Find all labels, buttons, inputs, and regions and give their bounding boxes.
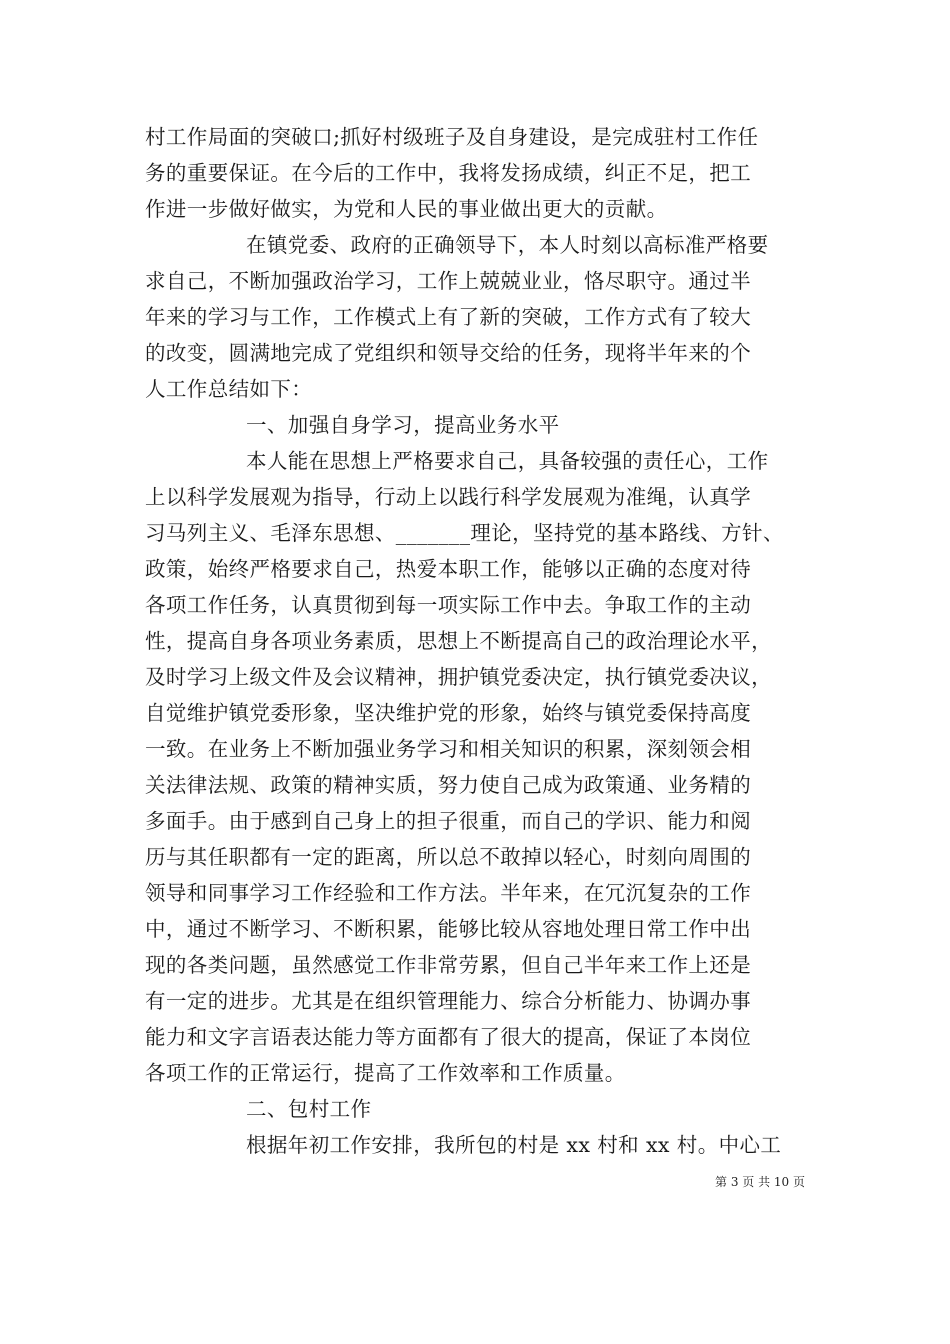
paragraph-first-line: 在镇党委、政府的正确领导下，本人时刻以高标准严格要 — [246, 233, 769, 257]
text-line: 政策，始终严格要求自己，热爱本职工作，能够以正确的态度对待 — [145, 557, 752, 581]
text-line: 能力和文字言语表达能力等方面都有了很大的提高，保证了本岗位 — [145, 1025, 752, 1049]
text-line: 的改变，圆满地完成了党组织和领导交给的任务，现将半年来的个 — [145, 341, 752, 365]
text-line: 自觉维护镇党委形象，坚决维护党的形象，始终与镇党委保持高度 — [145, 701, 752, 725]
text-line: 村工作局面的突破口;抓好村级班子及自身建设，是完成驻村工作任 — [145, 125, 759, 149]
text-line: 及时学习上级文件及会议精神，拥护镇党委决定，执行镇党委决议， — [145, 665, 772, 689]
paragraph-first-line: 根据年初工作安排，我所包的村是 xx 村和 xx 村。中心工 — [246, 1133, 782, 1157]
text-line: 各项工作的正常运行，提高了工作效率和工作质量。 — [145, 1061, 626, 1085]
text-line: 习马列主义、毛泽东思想、_______理论，坚持党的基本路线、方针、 — [145, 521, 784, 545]
section-heading-2: 二、包村工作 — [246, 1097, 372, 1121]
paragraph-first-line: 本人能在思想上严格要求自己，具备较强的责任心，工作 — [246, 449, 769, 473]
text-line: 性，提高自身各项业务素质，思想上不断提高自己的政治理论水平， — [145, 629, 772, 653]
section-heading-1: 一、加强自身学习，提高业务水平 — [246, 413, 560, 437]
page-number-footer: 第 3 页 共 10 页 — [715, 1175, 805, 1189]
text-line: 上以科学发展观为指导，行动上以践行科学发展观为准绳，认真学 — [145, 485, 752, 509]
text-line: 一致。在业务上不断加强业务学习和相关知识的积累，深刻领会相 — [145, 737, 752, 761]
text-line: 作进一步做好做实，为党和人民的事业做出更大的贡献。 — [145, 197, 668, 221]
text-line: 年来的学习与工作，工作模式上有了新的突破，工作方式有了较大 — [145, 305, 752, 329]
text-line: 中，通过不断学习、不断积累，能够比较从容地处理日常工作中出 — [145, 917, 752, 941]
text-line: 领导和同事学习工作经验和工作方法。半年来，在冗沉复杂的工作 — [145, 881, 752, 905]
text-line: 务的重要保证。在今后的工作中，我将发扬成绩，纠正不足，把工 — [145, 161, 752, 185]
text-line: 人工作总结如下： — [145, 377, 313, 401]
text-line: 多面手。由于感到自己身上的担子很重，而自己的学识、能力和阅 — [145, 809, 752, 833]
text-line: 历与其任职都有一定的距离，所以总不敢掉以轻心，时刻向周围的 — [145, 845, 752, 869]
text-line: 有一定的进步。尤其是在组织管理能力、综合分析能力、协调办事 — [145, 989, 752, 1013]
text-line: 现的各类问题，虽然感觉工作非常劳累，但自己半年来工作上还是 — [145, 953, 752, 977]
text-line: 各项工作任务，认真贯彻到每一项实际工作中去。争取工作的主动 — [145, 593, 752, 617]
text-line: 关法律法规、政策的精神实质，努力使自己成为政策通、业务精的 — [145, 773, 752, 797]
text-line: 求自己，不断加强政治学习，工作上兢兢业业，恪尽职守。通过半 — [145, 269, 752, 293]
